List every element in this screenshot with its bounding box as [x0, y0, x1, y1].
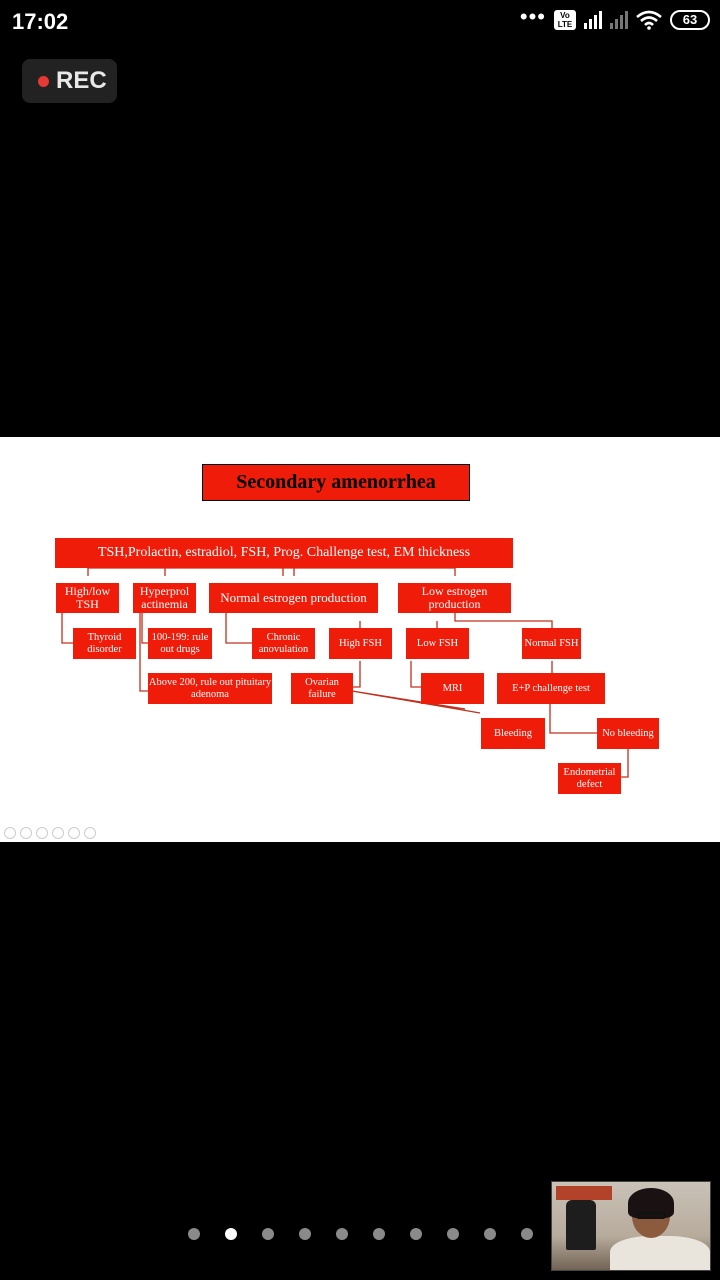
signal-no-service-icon [610, 11, 628, 29]
signal-strength-icon [584, 11, 602, 29]
slide-title: Secondary amenorrhea [202, 464, 470, 501]
more-options-icon[interactable] [84, 827, 96, 839]
video-shelf [556, 1186, 612, 1200]
page-indicator [188, 1228, 533, 1240]
node-high-low-tsh: High/low TSH [56, 583, 119, 613]
zoom-icon[interactable] [68, 827, 80, 839]
node-pituitary-adenoma: Above 200, rule out pituitary adenoma [148, 673, 272, 704]
record-dot-icon [38, 76, 49, 87]
page-dot[interactable] [373, 1228, 385, 1240]
page-dot[interactable] [447, 1228, 459, 1240]
status-icons [519, 4, 710, 30]
wifi-icon [636, 10, 662, 30]
page-dot[interactable] [521, 1228, 533, 1240]
video-chair [566, 1200, 596, 1250]
record-button[interactable] [22, 59, 117, 103]
video-person-body [610, 1236, 710, 1271]
page-dot-active[interactable] [225, 1228, 237, 1240]
node-no-bleeding: No bleeding [597, 718, 659, 749]
node-normal-fsh: Normal FSH [522, 628, 581, 659]
page-dot[interactable] [484, 1228, 496, 1240]
node-endometrial-defect: Endometrial defect [558, 763, 621, 794]
status-bar [0, 0, 720, 44]
node-hyperprolactinemia: Hyperprol actinemia [133, 583, 196, 613]
prev-slide-icon[interactable] [4, 827, 16, 839]
node-ep-challenge: E+P challenge test [497, 673, 605, 704]
volte-icon: Vo LTE [554, 10, 576, 30]
node-high-fsh: High FSH [329, 628, 392, 659]
page-dot[interactable] [336, 1228, 348, 1240]
slides-grid-icon[interactable] [52, 827, 64, 839]
node-low-estrogen: Low estrogen production [398, 583, 511, 613]
presentation-slide[interactable] [0, 437, 720, 842]
page-dot[interactable] [262, 1228, 274, 1240]
participant-video-thumbnail[interactable] [551, 1181, 711, 1271]
slide-controls[interactable] [4, 827, 96, 839]
clock: 17:02 [12, 9, 69, 34]
next-slide-icon[interactable] [20, 827, 32, 839]
node-low-fsh: Low FSH [406, 628, 469, 659]
node-bleeding: Bleeding [481, 718, 545, 749]
video-person-glasses [636, 1212, 666, 1219]
node-ovarian-failure: Ovarian failure [291, 673, 353, 704]
node-thyroid-disorder: Thyroid disorder [73, 628, 136, 659]
root-tests-box: TSH,Prolactin, estradiol, FSH, Prog. Challenge test, EM thickness [55, 538, 513, 568]
battery-icon: 63 [670, 10, 710, 30]
record-label: REC [56, 67, 107, 94]
page-dot[interactable] [410, 1228, 422, 1240]
node-rule-out-drugs: 100-199: rule out drugs [148, 628, 212, 659]
node-mri: MRI [421, 673, 484, 704]
pen-icon[interactable] [36, 827, 48, 839]
more-notifications-icon: ••• [519, 4, 546, 29]
page-dot[interactable] [299, 1228, 311, 1240]
node-chronic-anovulation: Chronic anovulation [252, 628, 315, 659]
node-normal-estrogen: Normal estrogen production [209, 583, 378, 613]
page-dot[interactable] [188, 1228, 200, 1240]
